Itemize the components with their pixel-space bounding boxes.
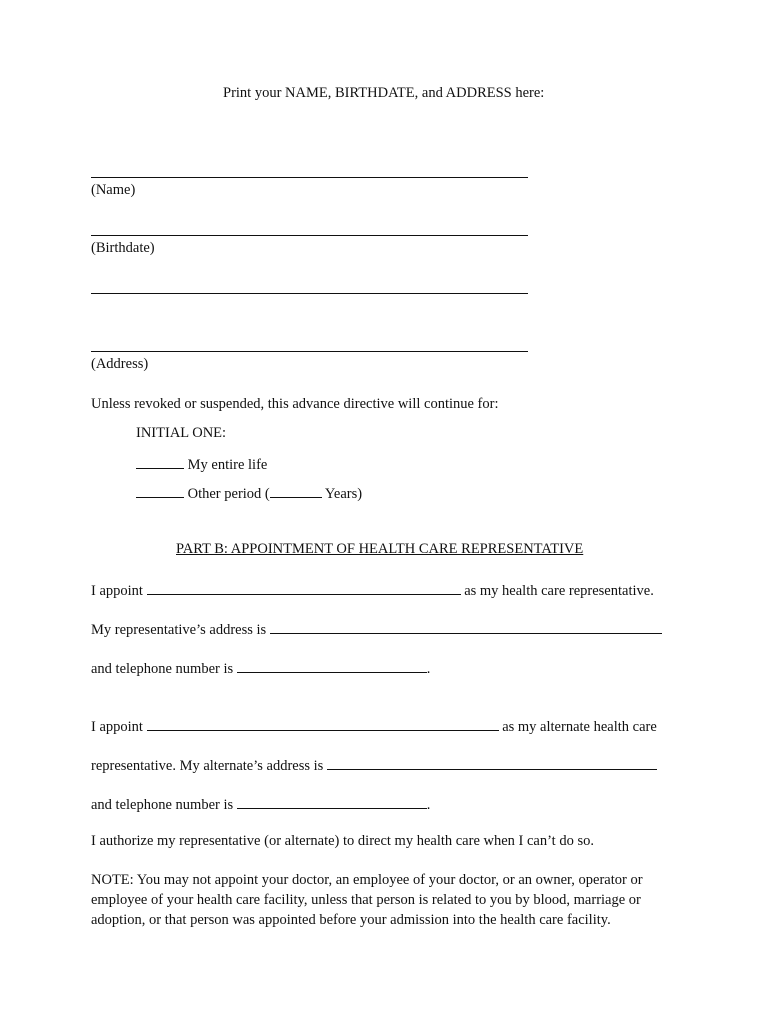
name-line[interactable] [91, 177, 528, 178]
birthdate-label: (Birthdate) [91, 240, 155, 256]
alt-appoint-suffix: as my alternate health care [502, 719, 657, 735]
initial-one-label: INITIAL ONE: [136, 425, 227, 441]
alt-appoint-row [91, 716, 657, 736]
name-label: (Name) [91, 182, 136, 198]
representative-name-blank[interactable] [147, 580, 461, 595]
rep-address-row [91, 619, 662, 639]
appoint-row [91, 580, 654, 600]
authorize-statement: I authorize my representative (or alternate) to direct my health care when I can’t do so. [91, 833, 594, 849]
option-period-suffix: Years) [324, 486, 363, 502]
address-line-1[interactable] [91, 293, 528, 294]
note-paragraph: NOTE: You may not appoint your doctor, an employee of your doctor, or an owner, operator or employee of your health care facility, unless that person is related to you by blood, marriage or adoption, or that person was appointed before your admission into the health care facility. [91, 872, 643, 928]
rep-address-prefix: My representative’s address is [91, 622, 267, 638]
alt-address-row [91, 755, 657, 775]
birthdate-line[interactable] [91, 235, 528, 236]
alt-phone-row [91, 794, 430, 814]
option-entire-life [136, 454, 267, 474]
initial-period-blank[interactable] [136, 483, 184, 498]
option-other-period [136, 483, 362, 503]
initial-life-blank[interactable] [136, 454, 184, 469]
years-blank[interactable] [270, 483, 322, 498]
rep-phone-prefix: and telephone number is [91, 661, 234, 677]
appoint-label: I appoint [91, 583, 143, 599]
alternate-name-blank[interactable] [147, 716, 499, 731]
alt-phone-end: . [426, 797, 431, 813]
option-period-prefix: Other period ( [187, 486, 270, 502]
rep-phone-row [91, 658, 430, 678]
address-label: (Address) [91, 356, 149, 372]
part-b-heading: PART B: APPOINTMENT OF HEALTH CARE REPRESENTATIVE [176, 541, 584, 557]
duration-intro: Unless revoked or suspended, this advance directive will continue for: [91, 396, 499, 412]
address-line-2[interactable] [91, 351, 528, 352]
alt-address-prefix: representative. My alternate’s address is [91, 758, 324, 774]
rep-phone-blank[interactable] [237, 658, 427, 673]
alt-phone-blank[interactable] [237, 794, 427, 809]
alt-phone-prefix: and telephone number is [91, 797, 234, 813]
option-life-label: My entire life [187, 457, 268, 473]
appoint-suffix: as my health care representative. [464, 583, 654, 599]
rep-phone-end: . [426, 661, 431, 677]
alt-appoint-label: I appoint [91, 719, 143, 735]
header-instruction: Print your NAME, BIRTHDATE, and ADDRESS here: [223, 85, 545, 101]
alt-address-blank[interactable] [327, 755, 657, 770]
rep-address-blank[interactable] [270, 619, 662, 634]
